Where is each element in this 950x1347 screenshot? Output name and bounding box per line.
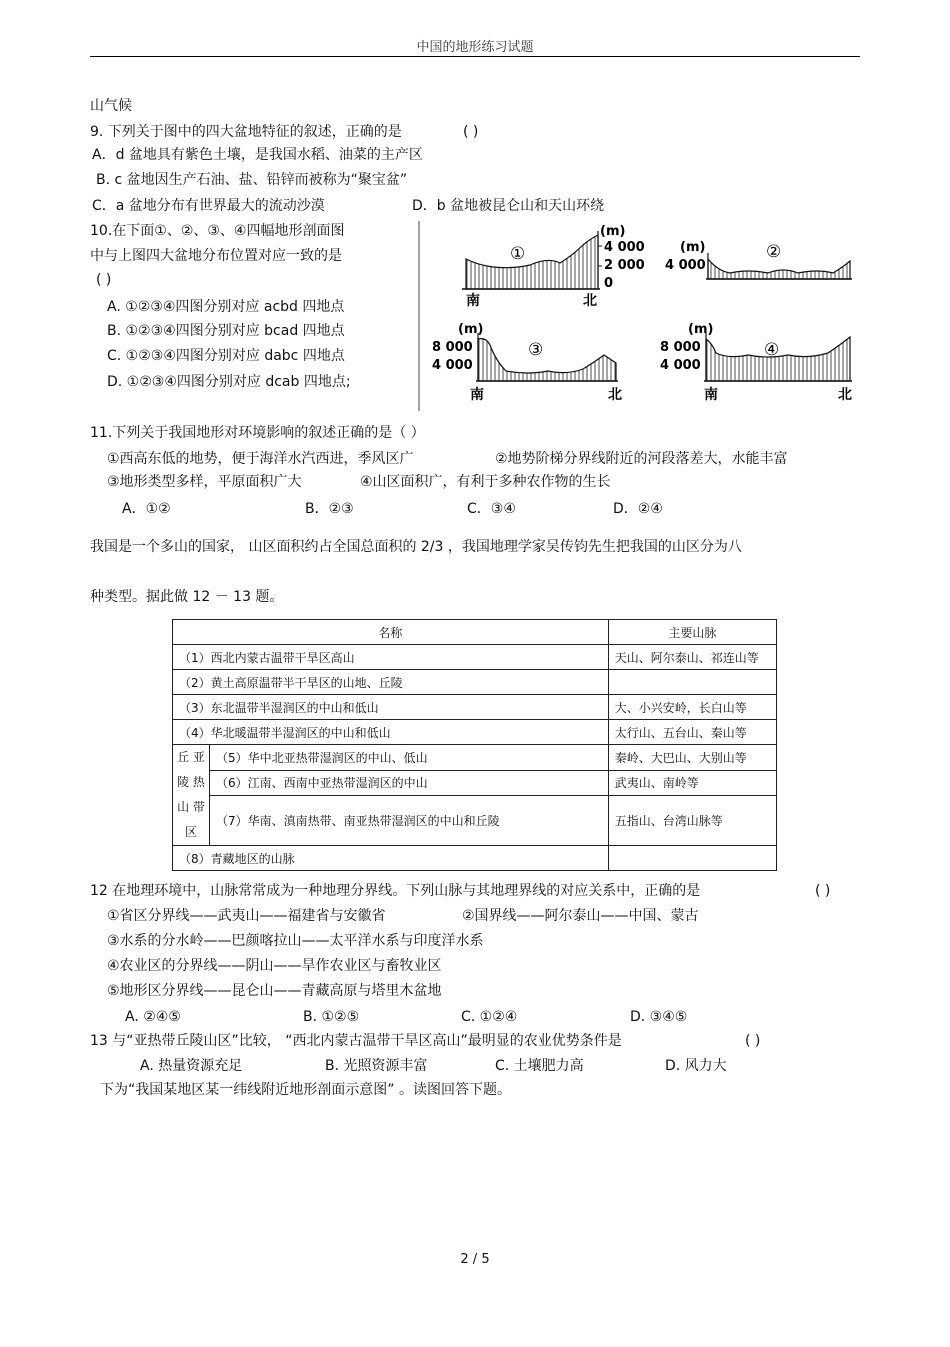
text-line: 山气候 [90,98,132,114]
profile-4-north: 北 [838,387,852,403]
group-label-line: 区 [184,825,197,839]
row-name: （3）东北温带半湿润区的中山和低山 [173,695,609,720]
question-11: 11.下列关于我国地形对环境影响的叙述正确的是（ ） [90,425,425,441]
row-name: （7）华南、滇南热带、南亚热带湿润区的中山和丘陵 [210,796,609,846]
statement-11-3: ③地形类型多样，平原面积广大 [107,474,302,490]
option-11d: D．②④ [613,501,663,517]
answer-paren: ( ) [745,1033,761,1049]
row-mountains: 太行山、五台山、秦山等 [608,720,776,745]
option-12c: C. ①②④ [461,1009,518,1025]
header-divider [90,56,860,57]
option-10b: B. ①②③④四图分别对应 bcad 四地点 [107,323,345,339]
profile-3-unit: (m) [458,322,484,337]
statement-11-1: ①西高东低的地势，便于海洋水汽西进，季风区广 [107,451,414,467]
profile-2-unit: (m) [680,240,706,255]
profile-3-number: ③ [528,340,544,360]
row-mountains: 五指山、台湾山脉等 [608,796,776,846]
question-10: 10.在下面①、②、③、④四幅地形剖面图 [90,223,345,239]
next-figure-intro: 下为“我国某地区某一纬线附近地形剖面示意图” 。读图回答下题。 [100,1082,511,1098]
option-11c: C．③④ [467,501,516,517]
table-row [173,846,777,871]
row-name: （1）西北内蒙古温带干旱区高山 [173,645,609,670]
row-mountains [608,846,776,871]
statement-11-2: ②地势阶梯分界线附近的河段落差大，水能丰富 [495,451,788,467]
row-mountains: 天山、阿尔泰山、祁连山等 [608,645,776,670]
answer-paren: ( ) [96,272,112,288]
statement-11-4: ④山区面积广，有利于多种农作物的生长 [360,474,611,490]
profile-1-tick-0: 0 [604,276,614,291]
intro-paragraph: 我国是一个多山的国家， 山区面积约占全国总面积的 2/3 ，我国地理学家吴传钧先生把我国的山区分为八 [90,539,742,555]
option-10c: C. ①②③④四图分别对应 dabc 四地点 [107,348,345,364]
row-name: （2）黄土高原温带半干旱区的山地、丘陵 [173,670,609,695]
profile-1-tick-2000: 2 000 [604,258,645,273]
table-row [173,720,777,745]
row-name: （6）江南、西南中亚热带湿润区的中山 [210,770,609,796]
option-13a: A. 热量资源充足 [140,1058,243,1074]
statement-12-1: ①省区分界线——武夷山——福建省与安徽省 [107,908,386,924]
answer-paren: ( ) [815,883,831,899]
group-label-subtropical-hills [173,745,210,846]
profile-1 [462,224,645,309]
option-10a: A. ①②③④四图分别对应 acbd 四地点 [107,299,345,315]
profile-3-south: 南 [470,387,484,403]
option-13b: B. 光照资源丰富 [325,1058,428,1074]
profile-1-north: 北 [583,293,597,309]
page-number: 2 / 5 [460,1252,490,1267]
option-9d: D．b 盆地被昆仑山和天山环绕 [412,198,605,214]
row-name: （4）华北暖温带半湿润区的中山和低山 [173,720,609,745]
group-label-line: 丘 亚 [177,750,205,764]
profile-3-tick-8000: 8 000 [432,340,473,355]
row-name: （8）青藏地区的山脉 [173,846,609,871]
question-12: 12 在地理环境中，山脉常常成为一种地理分界线。下列山脉与其地理界线的对应关系中，正确的是 [90,883,701,899]
option-12a: A. ②④⑤ [125,1009,181,1025]
profile-1-number: ① [510,244,526,264]
statement-12-5: ⑤地形区分界线——昆仑山——青藏高原与塔里木盆地 [107,983,442,999]
intro-paragraph-cont: 种类型。据此做 12 － 13 题。 [90,589,284,605]
row-mountains: 武夷山、南岭等 [608,770,776,796]
statement-12-3: ③水系的分水岭——巴颜喀拉山——太平洋水系与印度洋水系 [107,933,484,949]
profile-4-unit: (m) [688,322,714,337]
option-11a: A．①② [122,501,171,517]
profile-4-tick-8000: 8 000 [660,340,701,355]
table-row [173,770,777,796]
profile-4-tick-4000: 4 000 [660,358,701,373]
profile-2-number: ② [766,242,782,262]
profile-1-unit: (m) [600,224,626,239]
row-mountains: 秦岭、大巴山、大别山等 [608,745,776,771]
header-name: 名称 [173,620,609,645]
header-mountains: 主要山脉 [608,620,776,645]
statement-12-2: ②国界线——阿尔泰山——中国、蒙古 [462,908,699,924]
option-13c: C. 土壤肥力高 [495,1058,584,1074]
profile-2-tick-4000: 4 000 [665,258,706,273]
profile-4-south: 南 [704,387,718,403]
table-row [173,796,777,846]
profile-3-tick-4000: 4 000 [432,358,473,373]
question-13: 13 与“亚热带丘陵山区”比较， “西北内蒙古温带干旱区高山”最明显的农业优势条件是 [90,1033,622,1049]
option-12b: B. ①②⑤ [303,1009,360,1025]
group-label-line: 山 带 [177,800,205,814]
answer-paren: ( ) [463,124,479,140]
terrain-profile-figure [418,221,873,413]
option-13d: D. 风力大 [665,1058,727,1074]
option-11b: B．②③ [305,501,354,517]
option-9a: A．d 盆地具有紫色土壤，是我国水稻、油菜的主产区 [92,147,423,163]
row-mountains: 大、小兴安岭，长白山等 [608,695,776,720]
row-name: （5）华中北亚热带湿润区的中山、低山 [210,745,609,771]
table-row [173,745,777,771]
option-9b: B. c 盆地因生产石油、盐、铅锌而被称为“聚宝盆” [96,172,408,188]
question-10-cont: 中与上图四大盆地分布位置对应一致的是 [90,248,342,264]
profile-4 [660,322,852,403]
page-header-title: 中国的地形练习试题 [416,40,534,55]
option-9c: C．a 盆地分布有世界最大的流动沙漠 [92,198,325,214]
question-9: 9. 下列关于图中的四大盆地特征的叙述，正确的是 [90,124,402,140]
option-12d: D. ③④⑤ [630,1009,688,1025]
profile-1-tick-4000: 4 000 [604,240,645,255]
mountain-types-table [172,619,777,871]
statement-12-4: ④农业区的分界线——阴山——旱作农业区与畜牧业区 [107,958,442,974]
table-row [173,645,777,670]
option-10d: D. ①②③④四图分别对应 dcab 四地点; [107,374,351,390]
group-label-line: 陵 热 [177,775,205,789]
profile-1-south: 南 [466,293,480,309]
profile-4-number: ④ [764,340,780,360]
profile-3 [432,322,622,403]
row-mountains [608,670,776,695]
table-row [173,670,777,695]
profile-3-north: 北 [608,387,622,403]
profile-2 [665,240,852,279]
table-row [173,695,777,720]
table-header-row [173,620,777,645]
